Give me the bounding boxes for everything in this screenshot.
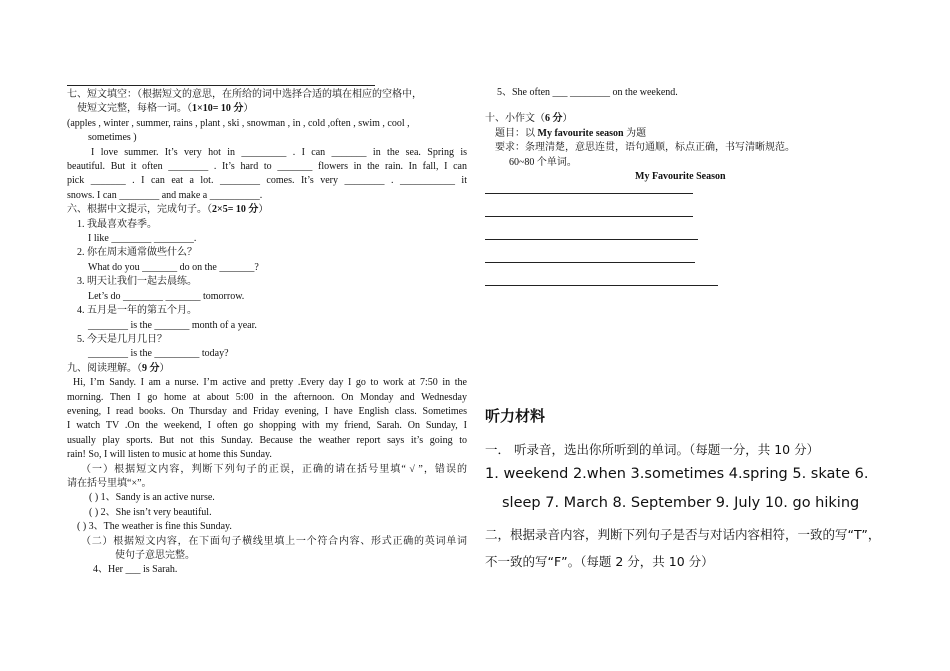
answer-5: ________ is the _________ today? xyxy=(88,348,229,360)
answer-4: ________ is the _______ month of a year. xyxy=(88,319,257,331)
essay-requirements: 要求：条理清楚，意思连贯，语句通顺，标点正确，书写清晰规范。 xyxy=(495,142,795,154)
passage-line: I love summer. It’s very hot in _________ . I can _______ in the sea. Spring is xyxy=(91,146,467,158)
right-column xyxy=(485,85,885,286)
writing-line xyxy=(485,193,693,194)
answer-3: Let’s do ________ _______ tomorrow. xyxy=(88,290,245,302)
answer-1: I like ________ ________. xyxy=(88,233,197,245)
tf-item-2: ( ) 2、She isn’t very beautiful. xyxy=(89,506,212,518)
section-7-instruction: 使短文完整，每格一词。（1×10= 10 分） xyxy=(77,103,254,115)
writing-line xyxy=(485,239,698,240)
writing-line xyxy=(485,262,695,263)
passage-line: beautiful. But it often ________ . It’s hard to _______ flowers in the rain. In fall, I can xyxy=(67,161,467,173)
listening-words-line-2: sleep 7. March 8. September 9. July 10. go hiking xyxy=(502,495,860,511)
fill-item-4: 4、Her ___ is Sarah. xyxy=(93,564,178,576)
section-6-title: 六、根据中文提示，完成句子。（2×5= 10 分） xyxy=(67,204,269,216)
essay-title: My Favourite Season xyxy=(635,171,726,183)
question-1: 1. 我最喜欢春季。 xyxy=(77,218,157,230)
listening-part-1: 一． 听录音，选出你所听到的单词。（每题一分，共 10 分） xyxy=(485,442,820,457)
part-2-instruction: （二）根据短文内容，在下面句子横线里填上一个符合内容、形式正确的英词单词 xyxy=(81,535,467,547)
passage-line: pick _______ . I can eat a lot. ________ comes. It’s very ________ . ___________ it xyxy=(67,175,467,187)
reading-line: I watch TV .On the weekend, I often go shopping with my friend, Sarah. On Sunday, I xyxy=(67,420,467,432)
listening-words-line-1: 1. weekend 2.when 3.sometimes 4.spring 5. skate 6. xyxy=(485,466,869,482)
essay-word-count: 60~80 个单词。 xyxy=(509,156,577,168)
tf-item-3: ( ) 3、The weather is fine this Sunday. xyxy=(77,521,232,533)
essay-topic: 题目：以 My favourite season 为题 xyxy=(495,127,647,139)
word-bank-end: sometimes ) xyxy=(88,132,137,144)
section-9-title: 九、阅读理解。（9 分） xyxy=(67,362,170,374)
passage-line: snows. I can ________ and make a __________. xyxy=(67,189,263,201)
top-rule xyxy=(67,85,375,86)
left-column xyxy=(67,85,467,578)
part-1-instruction-end: 请在括号里填“×”。 xyxy=(67,477,152,489)
reading-line: usually play sports. But not this Sunday. Because the weather report says it’s going to xyxy=(67,434,467,446)
answer-2: What do you _______ do on the _______? xyxy=(88,261,259,273)
part-2-instruction-end: 使句子意思完整。 xyxy=(115,550,195,561)
writing-line xyxy=(485,285,718,286)
question-3: 3. 明天让我们一起去晨练。 xyxy=(77,276,197,288)
question-4: 4. 五月是一年的第五个月。 xyxy=(77,305,197,317)
listening-part-2: 二，根据录音内容，判断下列句子是否与对话内容相符，一致的写“T”， xyxy=(485,527,881,542)
fill-item-5: 5、She often ___ ________ on the weekend. xyxy=(497,87,678,98)
word-bank: (apples , winter , summer, rains , plant , ski , snowman , in , cold ,often , swim , cool , xyxy=(67,117,410,129)
listening-part-2-end: 不一致的写“F”。（每题 2 分，共 10 分） xyxy=(485,554,714,569)
listening-title: 听力材料 xyxy=(485,407,546,425)
question-5: 5. 今天是几月几日？ xyxy=(77,333,167,345)
section-10-title: 十、小作文（6 分） xyxy=(485,113,573,125)
writing-line xyxy=(485,216,693,217)
reading-line: morning. Then I go home at about 5:00 in the afternoon. On Monday and Wednesday xyxy=(67,391,467,403)
reading-line: evening, I read books. On Thursday and Friday evening, I have English class. Sometimes xyxy=(67,405,467,417)
section-7-title: 七、短文填空：（根据短文的意思，在所给的词中选择合适的填在相应的空格中， xyxy=(67,89,422,100)
reading-line: Hi, I’m Sandy. I am a nurse. I’m active and pretty .Every day I go to work at 7:50 in the xyxy=(73,377,467,389)
reading-line: rain! So, I will listen to music at home this Sunday. xyxy=(67,449,272,461)
question-2: 2. 你在周末通常做些什么？ xyxy=(77,247,197,259)
part-1-instruction: （一）根据短文内容，判断下列句子的正误，正确的请在括号里填“ √ ”，错误的 xyxy=(81,463,467,475)
tf-item-1: ( ) 1、Sandy is an active nurse. xyxy=(89,492,215,504)
